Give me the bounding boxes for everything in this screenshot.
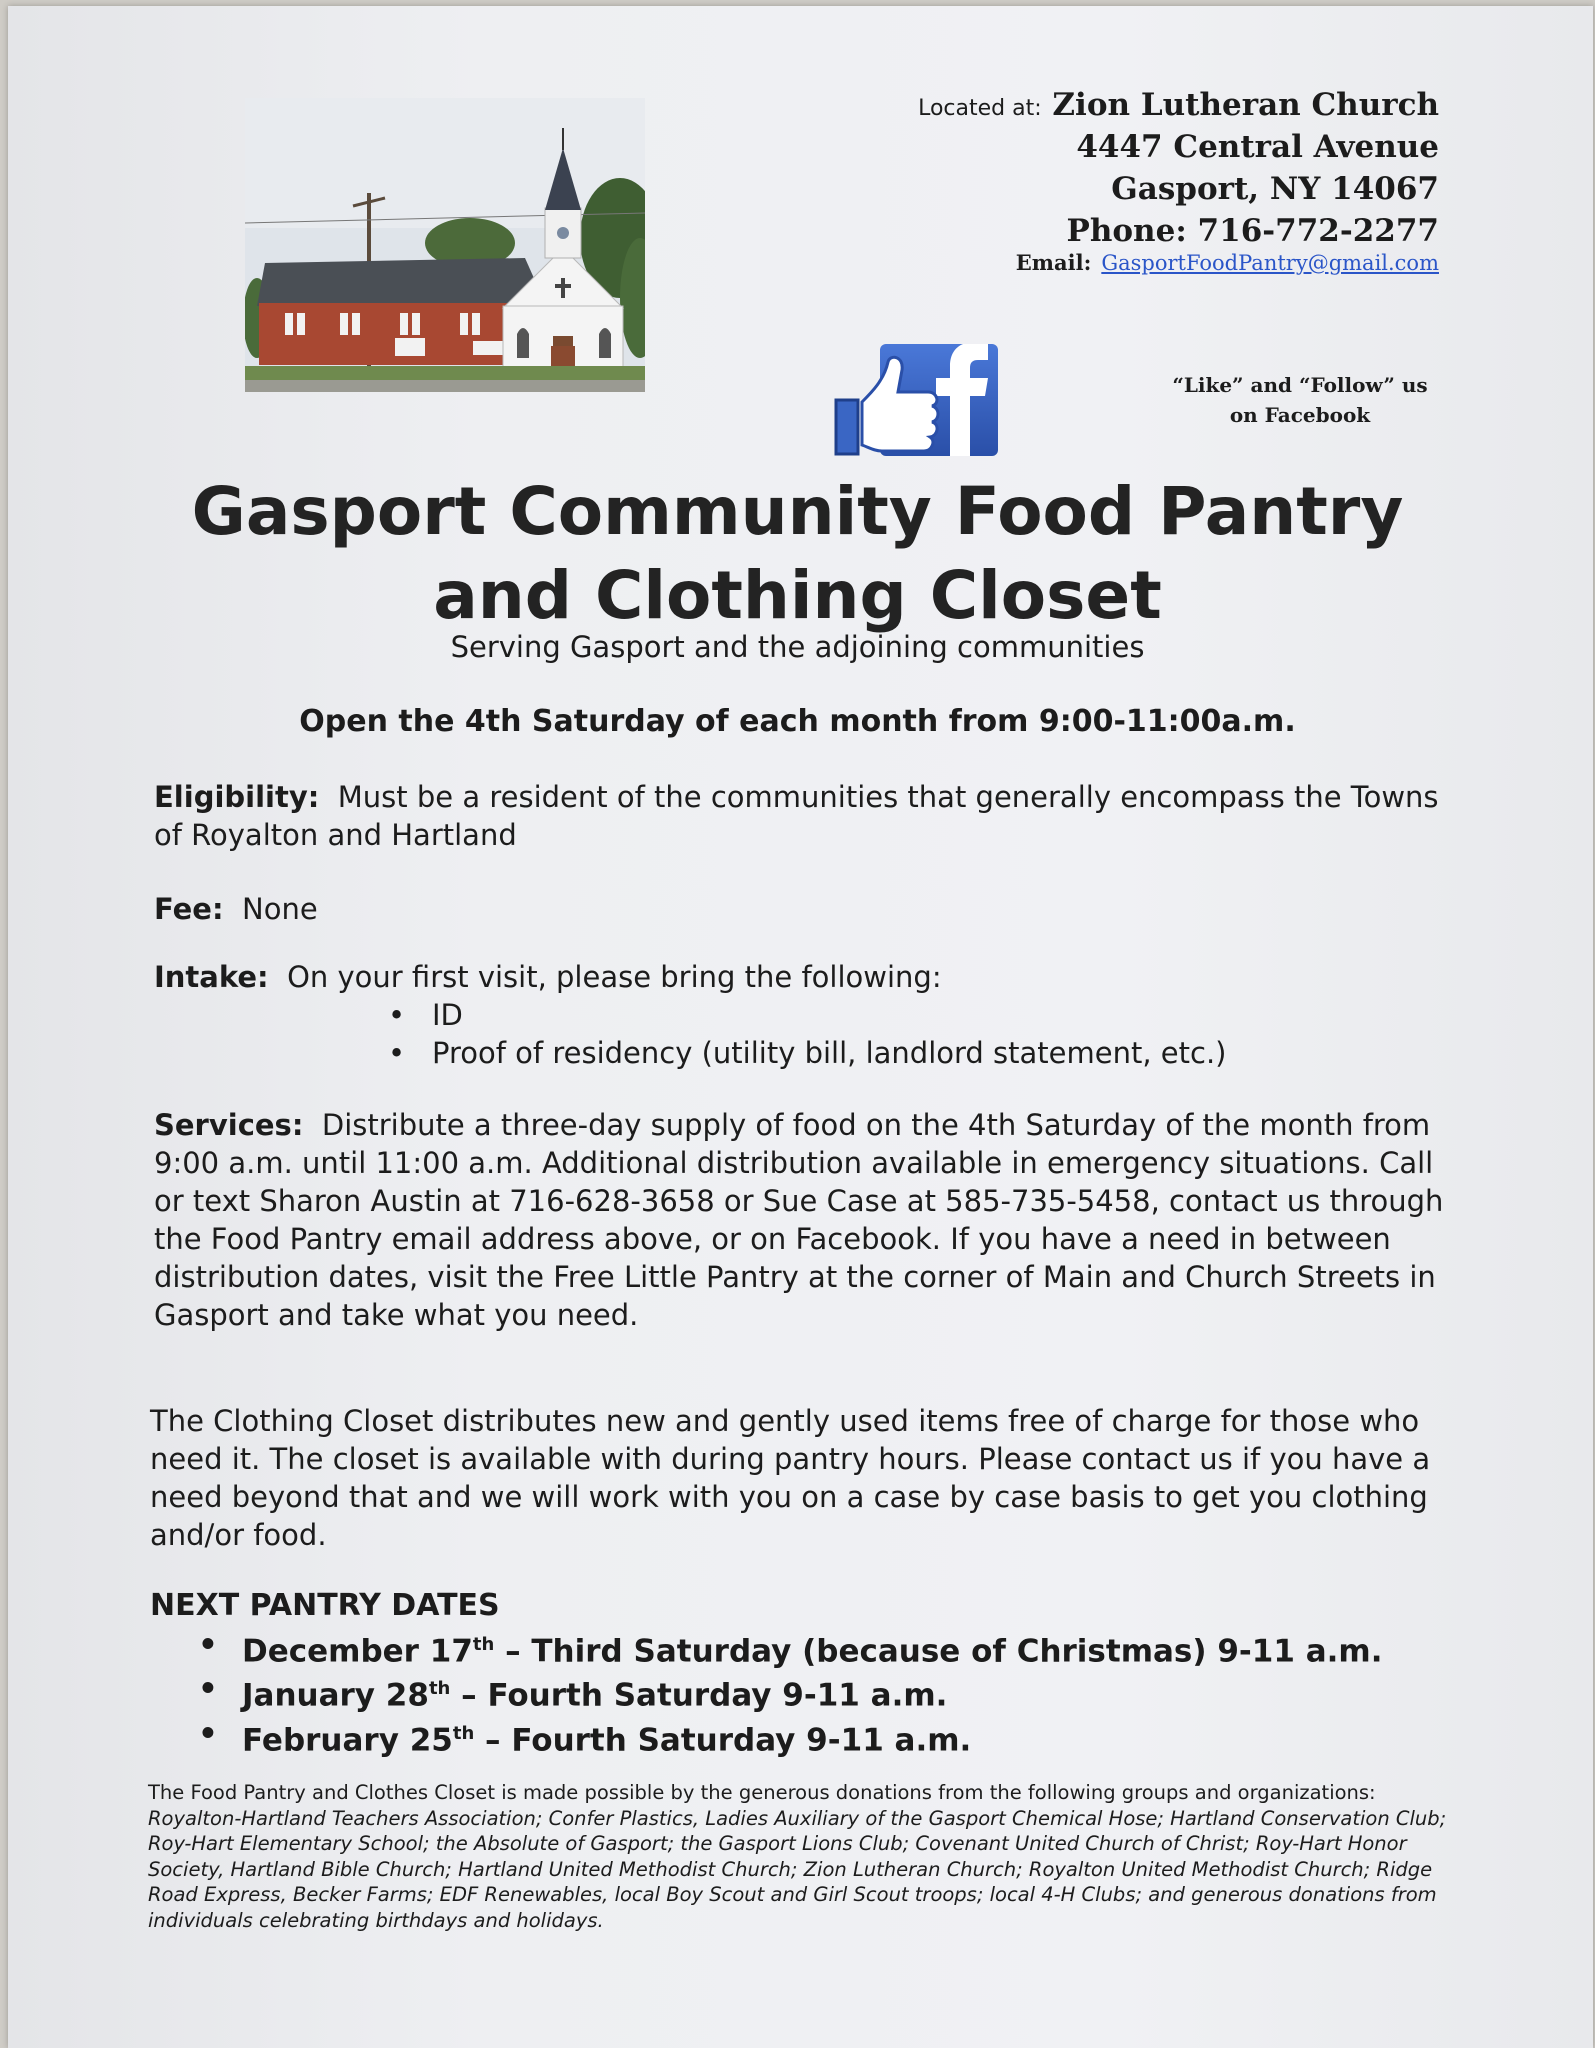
street-address: 4447 Central Avenue xyxy=(1076,129,1439,165)
intake-list xyxy=(432,996,1432,1072)
eligibility-label: Eligibility: xyxy=(154,780,320,814)
donors-intro: The Food Pantry and Clothes Closet is made possible by the generous donations from the following groups and organizations: xyxy=(148,1781,1376,1804)
fee-text: None xyxy=(242,892,318,926)
facebook-like-icon[interactable] xyxy=(832,344,1000,456)
intake-text: On your first visit, please bring the following: xyxy=(287,960,942,994)
services-text: Distribute a three-day supply of food on the 4th Saturday of the month from 9:00 a.m. until 11:00 a.m. Additional distribution available in emergency situations. Call or text Sharon Austin at 716-628-3658 or Sue Case at 585-735-5458, contact us through the Food Pantry email address above, or on Facebook. If you have a need in between distribution dates, visit the Free Little Pantry at the corner of Main and Church Streets in Gasport and take what you need. xyxy=(154,1108,1444,1332)
donors-list: Royalton-Hartland Teachers Association; Confer Plastics, Ladies Auxiliary of the Gasport Chemical Hose; Hartland Conservation Club; Roy-Hart Elementary School; the Absolute of Gasport; the Gasport Lions Club; Covenant United Church of Christ; Roy-Hart Honor Society, Hartland Bible Church; Hartland United Methodist Church; Zion Lutheran Church; Royalton United Methodist Church; Ridge Road Express, Becker Farms; EDF Renewables, local Boy Scout and Girl Scout troops; local 4-H Clubs; and generous donations from individuals celebrating birthdays and holidays. xyxy=(148,1806,1447,1932)
fee-section xyxy=(154,890,1444,928)
email-line xyxy=(1016,250,1439,275)
open-hours: Open the 4th Saturday of each month from 9:00-11:00a.m. xyxy=(299,704,1296,739)
intake-item-residency: • Proof of residency (utility bill, landlord statement, etc.) xyxy=(432,1034,1432,1072)
intake-label: Intake: xyxy=(154,960,269,994)
services-label: Services: xyxy=(154,1108,304,1142)
church-name: Zion Lutheran Church xyxy=(1052,87,1439,123)
location-name-line xyxy=(918,84,1439,130)
page-title xyxy=(60,470,1535,638)
intake-item-id: • ID xyxy=(432,996,1432,1034)
phone-number: Phone: 716-772-2277 xyxy=(1066,213,1439,249)
located-label: Located at: xyxy=(918,96,1042,121)
email-link[interactable]: GasportFoodPantry@gmail.com xyxy=(1101,251,1439,275)
eligibility-section xyxy=(154,778,1444,854)
city-state-zip: Gasport, NY 14067 xyxy=(1111,171,1439,207)
donors-footer xyxy=(148,1780,1448,1933)
subtitle: Serving Gasport and the adjoining communities xyxy=(450,630,1145,664)
facebook-note-line2: on Facebook xyxy=(1229,403,1371,427)
clothing-closet-paragraph: The Clothing Closet distributes new and gently used items free of charge for those who need it. The closet is available with during pantry hours. Please contact us if you have a need beyond that and we will work with you on a case by case basis to get you clothing and/or food. xyxy=(150,1404,1431,1552)
intake-section xyxy=(154,958,1444,996)
services-section xyxy=(154,1106,1444,1334)
date-item-january: • January 28th – Fourth Saturday 9-11 a.m. xyxy=(242,1670,1382,1714)
date-item-december: • December 17th – Third Saturday (because of Christmas) 9-11 a.m. xyxy=(242,1626,1382,1670)
email-label: Email: xyxy=(1015,250,1092,275)
church-photo xyxy=(245,98,645,392)
date-item-february: • February 25th – Fourth Saturday 9-11 a.m. xyxy=(242,1715,1382,1759)
facebook-note-line1: “Like” and “Follow” us xyxy=(1172,373,1428,397)
next-dates-heading: NEXT PANTRY DATES xyxy=(150,1588,500,1623)
facebook-note xyxy=(1150,370,1450,430)
fee-label: Fee: xyxy=(154,892,224,926)
title-line-1: Gasport Community Food Pantry xyxy=(191,473,1404,550)
title-line-2: and Clothing Closet xyxy=(433,557,1162,634)
eligibility-text: Must be a resident of the communities that generally encompass the Towns of Royalton and Hartland xyxy=(154,780,1439,852)
next-dates-list xyxy=(242,1626,1382,1759)
